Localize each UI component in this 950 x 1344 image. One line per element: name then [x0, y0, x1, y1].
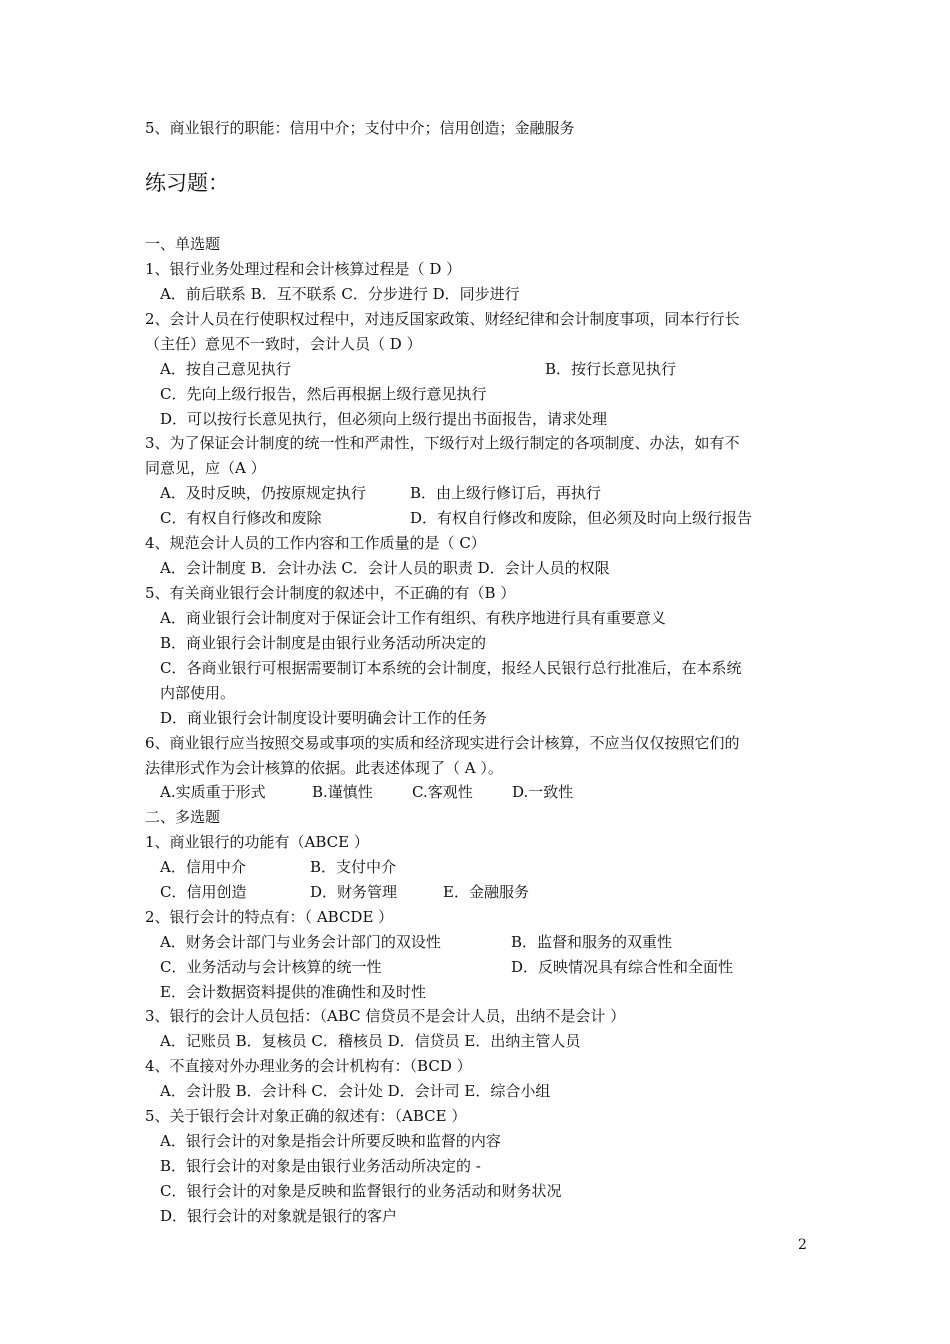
- m3-options: A．记账员 B．复核员 C．稽核员 D．信贷员 E．出纳主管人员: [160, 1032, 581, 1050]
- q6-option-a: A.实质重于形式: [160, 783, 266, 801]
- m5-option-c: C．银行会计的对象是反映和监督银行的业务活动和财务状况: [160, 1182, 562, 1200]
- q6-option-b: B.谨慎性: [312, 783, 373, 801]
- q6-stem-2: 法律形式作为会计核算的依据。此表述体现了（ A ）。: [145, 759, 503, 777]
- m2-option-c: C．业务活动与会计核算的统一性: [160, 958, 382, 976]
- m2-stem: 2、银行会计的特点有：（ ABCDE ）: [145, 908, 394, 926]
- q3-stem-1: 3、为了保证会计制度的统一性和严肃性，下级行对上级行制定的各项制度、办法，如有不: [145, 434, 740, 452]
- q4-options: A．会计制度 B．会计办法 C．会计人员的职责 D．会计人员的权限: [160, 559, 610, 577]
- q6-option-d: D.一致性: [512, 783, 574, 801]
- single-choice-title: 一、单选题: [145, 235, 221, 253]
- q5-option-c-1: C．各商业银行可根据需要制订本系统的会计制度，报经人民银行总行批准后，在本系统: [160, 659, 742, 677]
- q5-option-b: B．商业银行会计制度是由银行业务活动所决定的: [160, 634, 487, 652]
- q3-stem-2: 同意见，应（A ）: [145, 459, 266, 477]
- q3-option-b: B．由上级行修订后，再执行: [410, 484, 602, 502]
- m2-option-b: B．监督和服务的双重性: [511, 933, 673, 951]
- q2-option-c: C．先向上级行报告，然后再根据上级行意见执行: [160, 385, 487, 403]
- q4-stem: 4、规范会计人员的工作内容和工作质量的是（ C）: [145, 534, 486, 552]
- m2-option-a: A．财务会计部门与业务会计部门的双设性: [160, 933, 441, 951]
- q3-option-a: A．及时反映，仍按原规定执行: [160, 484, 366, 502]
- m2-option-d: D．反映情况具有综合性和全面性: [511, 958, 734, 976]
- q6-option-c: C.客观性: [412, 783, 473, 801]
- m4-stem: 4、不直接对外办理业务的会计机构有：（BCD ）: [145, 1057, 472, 1075]
- m5-stem: 5、关于银行会计对象正确的叙述有：（ABCE ）: [145, 1107, 467, 1125]
- m5-option-b: B．银行会计的对象是由银行业务活动所决定的 -: [160, 1157, 481, 1175]
- m1-option-b: B．支付中介: [310, 858, 397, 876]
- intro-line: 5、商业银行的职能：信用中介；支付中介；信用创造；金融服务: [145, 119, 575, 137]
- q1-options: A．前后联系 B．互不联系 C．分步进行 D．同步进行: [160, 285, 520, 303]
- q6-stem-1: 6、商业银行应当按照交易或事项的实质和经济现实进行会计核算，不应当仅仅按照它们的: [145, 734, 740, 752]
- q5-option-c-2: 内部使用。: [160, 684, 236, 702]
- m4-options: A．会计股 B．会计科 C．会计处 D．会计司 E．综合小组: [160, 1082, 551, 1100]
- m1-option-c: C．信用创造: [160, 883, 247, 901]
- q2-option-a: A．按自己意见执行: [160, 360, 291, 378]
- m1-option-e: E．金融服务: [443, 883, 529, 901]
- q3-option-d: D．有权自行修改和废除，但必须及时向上级行报告: [410, 509, 753, 527]
- m1-option-d: D．财务管理: [310, 883, 398, 901]
- q5-option-d: D．商业银行会计制度设计要明确会计工作的任务: [160, 709, 488, 727]
- q1-stem: 1、银行业务处理过程和会计核算过程是（ D ）: [145, 260, 462, 278]
- m5-option-d: D．银行会计的对象就是银行的客户: [160, 1207, 398, 1225]
- q2-stem-2: （主任）意见不一致时，会计人员（ D ）: [145, 335, 422, 353]
- page-number: 2: [798, 1237, 807, 1253]
- m1-option-a: A．信用中介: [160, 858, 246, 876]
- q2-stem-1: 2、会计人员在行使职权过程中，对违反国家政策、财经纪律和会计制度事项，同本行行长: [145, 310, 740, 328]
- multi-choice-title: 二、多选题: [145, 808, 221, 826]
- m5-option-a: A．银行会计的对象是指会计所要反映和监督的内容: [160, 1132, 501, 1150]
- m2-option-e: E．会计数据资料提供的准确性和及时性: [160, 983, 426, 1001]
- m1-stem: 1、商业银行的功能有（ABCE ）: [145, 833, 369, 851]
- q5-stem: 5、有关商业银行会计制度的叙述中，不正确的有（B ）: [145, 584, 516, 602]
- q2-option-d: D．可以按行长意见执行，但必须向上级行提出书面报告，请求处理: [160, 410, 608, 428]
- q2-option-b: B．按行长意见执行: [545, 360, 677, 378]
- m3-stem: 3、银行的会计人员包括：（ABC 信贷员不是会计人员，出纳不是会计 ）: [145, 1007, 626, 1025]
- q5-option-a: A．商业银行会计制度对于保证会计工作有组织、有秩序地进行具有重要意义: [160, 609, 666, 627]
- q3-option-c: C．有权自行修改和废除: [160, 509, 322, 527]
- section-heading: 练习题：: [145, 171, 229, 195]
